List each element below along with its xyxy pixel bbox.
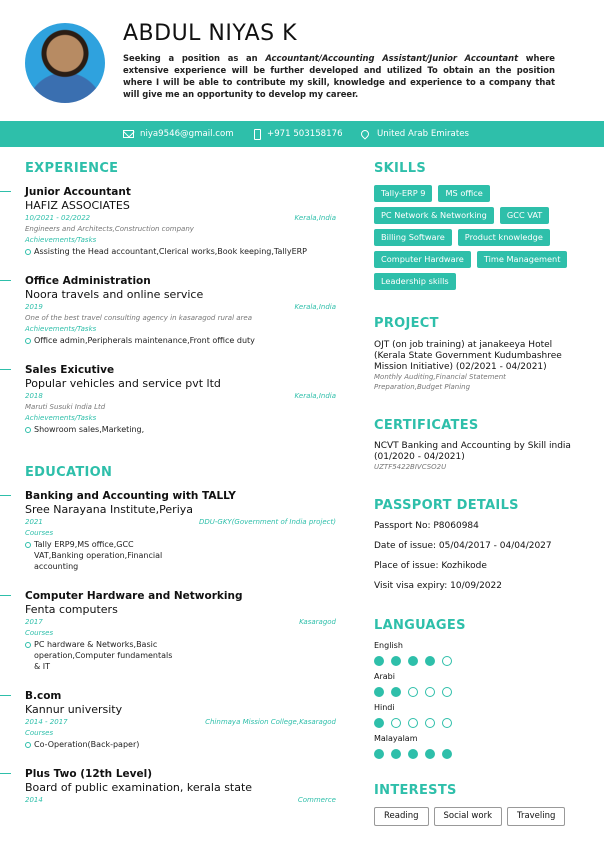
job-location: Kerala,India [294,303,336,311]
passport-issue-date: Date of issue: 05/04/2017 - 04/04/2027 [374,541,552,551]
study-stream: Commerce [297,796,336,804]
employer: HAFIZ ASSOCIATES [25,199,130,212]
level-dot-filled [374,718,384,728]
education-heading: EDUCATION [25,465,113,480]
certificate-block [374,441,584,473]
study-dates: 2014 [25,796,43,804]
level-dot-empty [408,687,418,697]
language-rating [374,718,452,728]
level-dot-empty [442,687,452,697]
resume-header [0,0,604,120]
study-location: DDU-GKY(Government of India project) [198,518,336,526]
language-rating [374,656,452,666]
study-dates: 2014 - 2017 [25,718,68,726]
experience-item [25,185,336,257]
timeline-marker [0,695,11,696]
course-title: B.com [25,690,62,702]
company-description: Engineers and Architects,Construction company [25,225,194,233]
passport-number: Passport No: P8060984 [374,521,479,531]
job-location: Kerala,India [294,392,336,400]
meta-row [25,302,336,313]
experience-item [25,363,336,435]
level-dot-filled [425,656,435,666]
language-name: English [374,641,403,650]
languages-heading: LANGUAGES [374,618,466,633]
phone-text[interactable]: +971 503158176 [267,129,343,139]
phone-icon [254,129,261,140]
certificates-heading: CERTIFICATES [374,418,479,433]
task-bullet: Office admin,Peripherals maintenance,Front office duty [25,335,336,346]
level-dot-filled [374,656,384,666]
job-dates: 10/2021 - 02/2022 [25,214,91,222]
study-location: Kasaragod [299,618,336,626]
skill-tag: Leadership skills [374,273,456,290]
education-item [25,489,336,572]
education-item [25,767,336,806]
candidate-name: ABDUL NIYAS K [123,21,298,46]
mail-icon [123,130,134,138]
skill-tag: Tally-ERP 9 [374,185,432,202]
courses-label: Courses [25,729,54,737]
timeline-marker [0,191,11,192]
achievements-label: Achievements/Tasks [25,236,97,244]
location-text: United Arab Emirates [377,129,469,139]
skills-list [374,185,594,290]
interest-tag: Social work [434,807,502,826]
skill-tag: MS office [438,185,489,202]
passport-issue-place: Place of issue: Kozhikode [374,561,487,571]
meta-row [25,213,336,224]
course-bullet: Tally ERP9,MS office,GCC VAT,Banking operation,Financial accounting [25,539,175,572]
language-item [374,734,452,759]
project-heading: PROJECT [374,316,439,331]
project-title: OJT (on job training) at janakeeya Hotel (Kerala State Government Kudumbashree Mission Initiative) (02/2021 - 04/2021) [374,340,562,372]
study-dates: 2021 [25,518,43,526]
phone-contact[interactable] [254,121,343,147]
location-contact [361,121,469,147]
language-name: Hindi [374,703,395,712]
job-dates: 2018 [25,392,43,400]
career-summary: Seeking a position as an Accountant/Accounting Assistant/Junior Accountant where extensive experience will be further developed and utilized To obtain an the position where I will be able to contribute my skill, knowledge and experience to a company that will give me an opportunity to develop my career. [123,53,555,99]
course-title: Plus Two (12th Level) [25,768,152,780]
course-title: Banking and Accounting with TALLY [25,490,236,502]
meta-row [25,391,336,402]
education-item [25,689,336,750]
language-item [374,641,452,666]
location-pin-icon [359,128,370,139]
job-dates: 2019 [25,303,43,311]
achievements-label: Achievements/Tasks [25,414,97,422]
courses-label: Courses [25,629,54,637]
job-location: Kerala,India [294,214,336,222]
project-description: Monthly Auditing,Financial Statement Preparation,Budget Planing [374,373,506,391]
level-dot-empty [425,718,435,728]
interest-tag: Traveling [507,807,565,826]
job-title: Junior Accountant [25,186,131,198]
contact-bar [0,121,604,147]
course-title: Computer Hardware and Networking [25,590,243,602]
meta-row [25,795,336,806]
meta-row [25,517,336,528]
interest-tag: Reading [374,807,429,826]
achievements-label: Achievements/Tasks [25,325,97,333]
profile-photo [25,23,105,103]
timeline-marker [0,773,11,774]
study-location: Chinmaya Mission College,Kasaragod [205,718,336,726]
employer: Noora travels and online service [25,288,204,301]
level-dot-filled [408,749,418,759]
task-bullet: Showroom sales,Marketing, [25,424,336,435]
skill-tag: Billing Software [374,229,452,246]
skill-tag: Product knowledge [458,229,550,246]
language-item [374,703,452,728]
institution: Fenta computers [25,603,118,616]
task-bullet: Assisting the Head accountant,Clerical works,Book keeping,TallyERP [25,246,336,257]
level-dot-filled [374,687,384,697]
project-block [374,340,574,392]
timeline-marker [0,369,11,370]
level-dot-filled [425,749,435,759]
level-dot-filled [391,687,401,697]
institution: Sree Narayana Institute,Periya [25,503,194,516]
language-item [374,672,452,697]
skill-tag: PC Network & Networking [374,207,494,224]
language-rating [374,687,452,697]
institution: Board of public examination, kerala state [25,781,253,794]
certificate-title: NCVT Banking and Accounting by Skill india (01/2020 - 04/2021) [374,441,571,462]
level-dot-filled [391,749,401,759]
company-description: Maruti Susuki India Ltd [25,403,106,411]
institution: Kannur university [25,703,123,716]
timeline-marker [0,595,11,596]
interests-list [374,807,565,826]
skill-tag: Time Management [477,251,568,268]
email-text[interactable]: niya9546@gmail.com [140,129,234,139]
email-contact[interactable] [123,121,234,147]
level-dot-empty [391,718,401,728]
interests-heading: INTERESTS [374,783,457,798]
level-dot-filled [391,656,401,666]
level-dot-empty [425,687,435,697]
experience-heading: EXPERIENCE [25,161,119,176]
timeline-marker [0,280,11,281]
language-name: Arabi [374,672,395,681]
visa-expiry: Visit visa expiry: 10/09/2022 [374,581,502,591]
meta-row [25,717,336,728]
employer: Popular vehicles and service pvt ltd [25,377,221,390]
skill-tag: Computer Hardware [374,251,471,268]
job-title: Sales Exicutive [25,364,115,376]
certificate-code: UZTF5422BIVCSO2U [374,463,447,471]
study-dates: 2017 [25,618,43,626]
course-bullet: PC hardware & Networks,Basic operation,Computer fundamentals & IT [25,639,175,672]
meta-row [25,617,336,628]
courses-label: Courses [25,529,54,537]
level-dot-filled [374,749,384,759]
job-title: Office Administration [25,275,151,287]
language-rating [374,749,452,759]
timeline-marker [0,495,11,496]
skills-heading: SKILLS [374,161,427,176]
level-dot-empty [408,718,418,728]
course-bullet: Co-Operation(Back-paper) [25,739,336,750]
education-item [25,589,336,672]
skill-tag: GCC VAT [500,207,549,224]
level-dot-filled [442,749,452,759]
experience-item [25,274,336,346]
passport-heading: PASSPORT DETAILS [374,498,519,513]
level-dot-empty [442,656,452,666]
language-name: Malayalam [374,734,418,743]
level-dot-empty [442,718,452,728]
company-description: One of the best travel consulting agency in kasaragod rural area [25,314,253,322]
level-dot-filled [408,656,418,666]
